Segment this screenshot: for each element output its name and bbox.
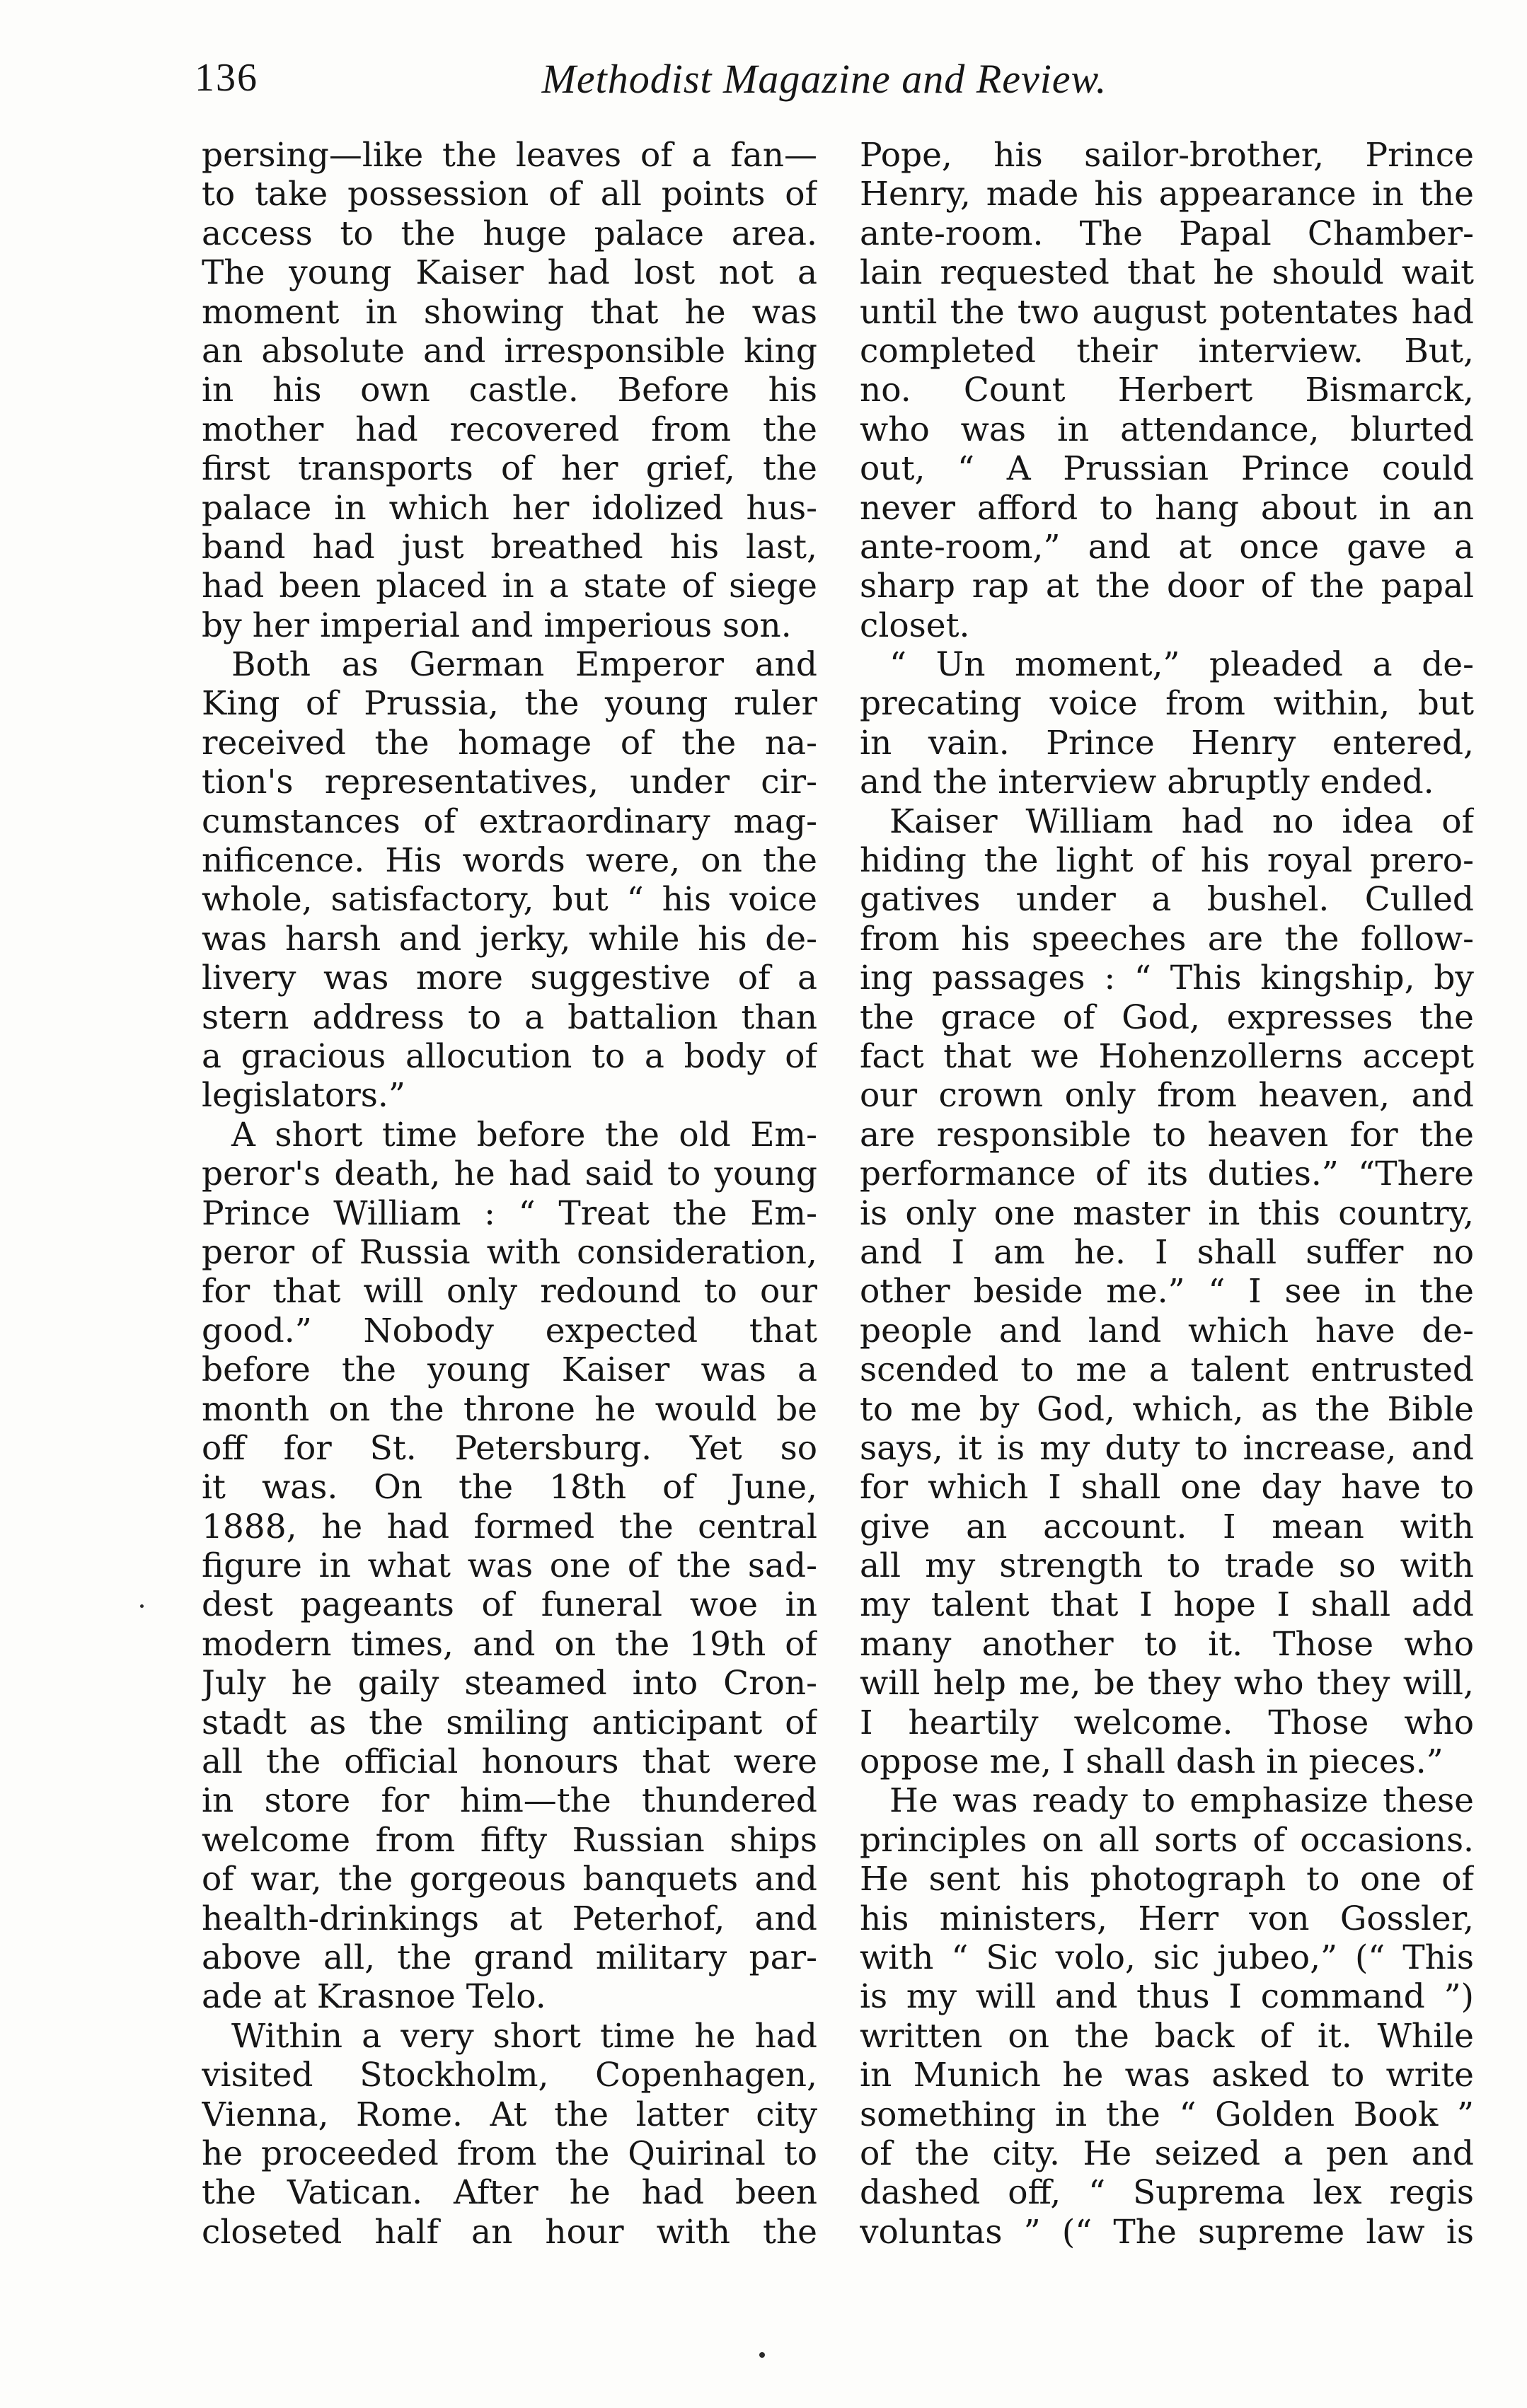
right-column <box>860 136 1474 2252</box>
text-line: Vienna, Rome. At the latter city <box>202 2095 817 2134</box>
text-line: peror of Russia with consideration, <box>202 1232 817 1272</box>
text-line: legislators.” <box>202 1076 405 1116</box>
text-line: Prince William : “ Treat the Em- <box>202 1193 817 1233</box>
text-line: A short time before the old Em- <box>231 1115 817 1154</box>
text-line: of the city. He seized a pen and <box>860 2134 1474 2173</box>
text-line: in vain. Prince Henry entered, <box>860 723 1474 763</box>
text-line: mother had recovered from the <box>202 410 817 449</box>
text-line: scended to me a talent entrusted <box>860 1350 1474 1390</box>
text-line: above all, the grand military par- <box>202 1938 817 1977</box>
text-line: out, “ A Prussian Prince could <box>860 449 1474 489</box>
text-line: to take possession of all points of <box>202 175 817 214</box>
text-line: livery was more suggestive of a <box>202 959 817 998</box>
text-line: Kaiser William had no idea of <box>889 801 1474 841</box>
text-line: will help me, be they who they will, <box>860 1664 1474 1703</box>
text-line: until the two august potentates had <box>860 292 1474 332</box>
text-line: all my strength to trade so with <box>860 1546 1474 1586</box>
text-line: many another to it. Those who <box>860 1624 1474 1664</box>
text-line: dest pageants of funeral woe in <box>202 1585 817 1625</box>
text-line: cumstances of extraordinary mag- <box>202 801 817 841</box>
text-line: nificence. His words were, on the <box>202 841 817 881</box>
text-line: hiding the light of his royal prero- <box>860 841 1474 881</box>
text-line: completed their interview. But, <box>860 331 1474 371</box>
running-title: Methodist Magazine and Review. <box>541 56 1107 102</box>
text-line: other beside me.” “ I see in the <box>860 1272 1474 1312</box>
text-line: to me by God, which, as the Bible <box>860 1389 1474 1429</box>
text-line: oppose me, I shall dash in pieces.” <box>860 1742 1444 1782</box>
text-line: Within a very short time he had <box>231 2016 817 2056</box>
text-line: in his own castle. Before his <box>202 371 817 410</box>
text-line: stadt as the smiling anticipant of <box>202 1703 817 1742</box>
text-line: month on the throne he would be <box>202 1389 817 1429</box>
text-line: palace in which her idolized hus- <box>202 488 817 528</box>
text-line: tion's representatives, under cir- <box>202 763 817 802</box>
text-line: persing—like the leaves of a fan— <box>202 136 817 175</box>
text-line: figure in what was one of the sad- <box>202 1546 817 1586</box>
text-line: King of Prussia, the young ruler <box>202 684 817 724</box>
text-line: had been placed in a state of siege <box>202 567 817 606</box>
text-line: ade at Krasnoe Telo. <box>202 1977 546 2017</box>
text-line: stern address to a battalion than <box>202 997 817 1037</box>
text-line: first transports of her grief, the <box>202 449 817 489</box>
text-line: it was. On the 18th of June, <box>202 1468 817 1507</box>
text-line: performance of its duties.” “There <box>860 1154 1474 1194</box>
text-line: with “ Sic volo, sic jubeo,” (“ This <box>860 1938 1474 1977</box>
text-line: welcome from fifty Russian ships <box>202 1820 817 1860</box>
text-line: his ministers, Herr von Gossler, <box>860 1899 1474 1938</box>
text-line: and the interview abruptly ended. <box>860 763 1434 802</box>
text-line: modern times, and on the 19th of <box>202 1624 817 1664</box>
text-line: is only one master in this country, <box>860 1193 1474 1233</box>
text-line: people and land which have de- <box>860 1311 1474 1350</box>
text-line: I heartily welcome. Those who <box>860 1703 1474 1742</box>
text-line: in Munich he was asked to write <box>860 2056 1474 2095</box>
text-line: voluntas ” (“ The supreme law is <box>860 2212 1474 2252</box>
text-line: is my will and thus I command ”) <box>860 1977 1474 2017</box>
text-line: July he gaily steamed into Cron- <box>202 1664 817 1703</box>
text-line: ing passages : “ This kingship, by <box>860 959 1474 998</box>
text-line: He was ready to emphasize these <box>889 1781 1474 1821</box>
text-line: “ Un moment,” pleaded a de- <box>889 645 1474 685</box>
text-line: ante-room. The Papal Chamber- <box>860 214 1474 253</box>
text-line: precating voice from within, but <box>860 684 1474 724</box>
text-line: good.” Nobody expected that <box>202 1311 817 1350</box>
text-line: and I am he. I shall suffer no <box>860 1232 1474 1272</box>
text-line: closet. <box>860 606 970 645</box>
text-line: closeted half an hour with the <box>202 2212 817 2252</box>
text-line: Both as German Emperor and <box>231 645 817 685</box>
text-line: visited Stockholm, Copenhagen, <box>202 2056 817 2095</box>
text-line: sharp rap at the door of the papal <box>860 567 1474 606</box>
text-line: gatives under a bushel. Culled <box>860 880 1474 920</box>
text-line: principles on all sorts of occasions. <box>860 1820 1474 1860</box>
text-line: fact that we Hohenzollerns accept <box>860 1036 1474 1076</box>
text-line: who was in attendance, blurted <box>860 410 1474 449</box>
text-line: our crown only from heaven, and <box>860 1076 1474 1116</box>
text-line: dashed off, “ Suprema lex regis <box>860 2173 1474 2213</box>
text-line: an absolute and irresponsible king <box>202 331 817 371</box>
text-line: Pope, his sailor-brother, Prince <box>860 136 1474 175</box>
text-line: off for St. Petersburg. Yet so <box>202 1428 817 1468</box>
text-line: access to the huge palace area. <box>202 214 817 253</box>
text-line: of war, the gorgeous banquets and <box>202 1860 817 1899</box>
text-line: in store for him—the thundered <box>202 1781 817 1821</box>
margin-speck <box>140 1604 144 1608</box>
text-line: lain requested that he should wait <box>860 253 1474 293</box>
text-line: health-drinkings at Peterhof, and <box>202 1899 817 1938</box>
text-line: received the homage of the na- <box>202 723 817 763</box>
text-line: something in the “ Golden Book ” <box>860 2095 1474 2134</box>
text-line: was harsh and jerky, while his de- <box>202 919 817 959</box>
text-line: for which I shall one day have to <box>860 1468 1474 1507</box>
text-line: the Vatican. After he had been <box>202 2173 817 2213</box>
text-line: the grace of God, expresses the <box>860 997 1474 1037</box>
text-line: 1888, he had formed the central <box>202 1507 817 1546</box>
text-line: for that will only redound to our <box>202 1272 817 1312</box>
text-line: whole, satisfactory, but “ his voice <box>202 880 817 920</box>
text-line: are responsible to heaven for the <box>860 1115 1474 1154</box>
text-line: a gracious allocution to a body of <box>202 1036 817 1076</box>
page-header <box>195 55 1454 112</box>
text-line: Henry, made his appearance in the <box>860 175 1474 214</box>
page-number: 136 <box>195 56 258 100</box>
text-line: The young Kaiser had lost not a <box>202 253 817 293</box>
text-line: before the young Kaiser was a <box>202 1350 817 1390</box>
text-line: written on the back of it. While <box>860 2016 1474 2056</box>
text-line: by her imperial and imperious son. <box>202 606 792 645</box>
text-line: all the official honours that were <box>202 1742 817 1782</box>
text-line: ante-room,” and at once gave a <box>860 527 1474 567</box>
text-line: says, it is my duty to increase, and <box>860 1428 1474 1468</box>
text-line: peror's death, he had said to young <box>202 1154 817 1194</box>
text-line: He sent his photograph to one of <box>860 1860 1474 1899</box>
text-line: band had just breathed his last, <box>202 527 817 567</box>
text-line: no. Count Herbert Bismarck, <box>860 371 1474 410</box>
margin-speck <box>759 2352 765 2358</box>
text-line: moment in showing that he was <box>202 292 817 332</box>
text-line: from his speeches are the follow- <box>860 919 1474 959</box>
text-line: give an account. I mean with <box>860 1507 1474 1546</box>
left-column <box>202 136 817 2252</box>
text-line: never afford to hang about in an <box>860 488 1474 528</box>
text-line: my talent that I hope I shall add <box>860 1585 1474 1625</box>
text-line: he proceeded from the Quirinal to <box>202 2134 817 2173</box>
